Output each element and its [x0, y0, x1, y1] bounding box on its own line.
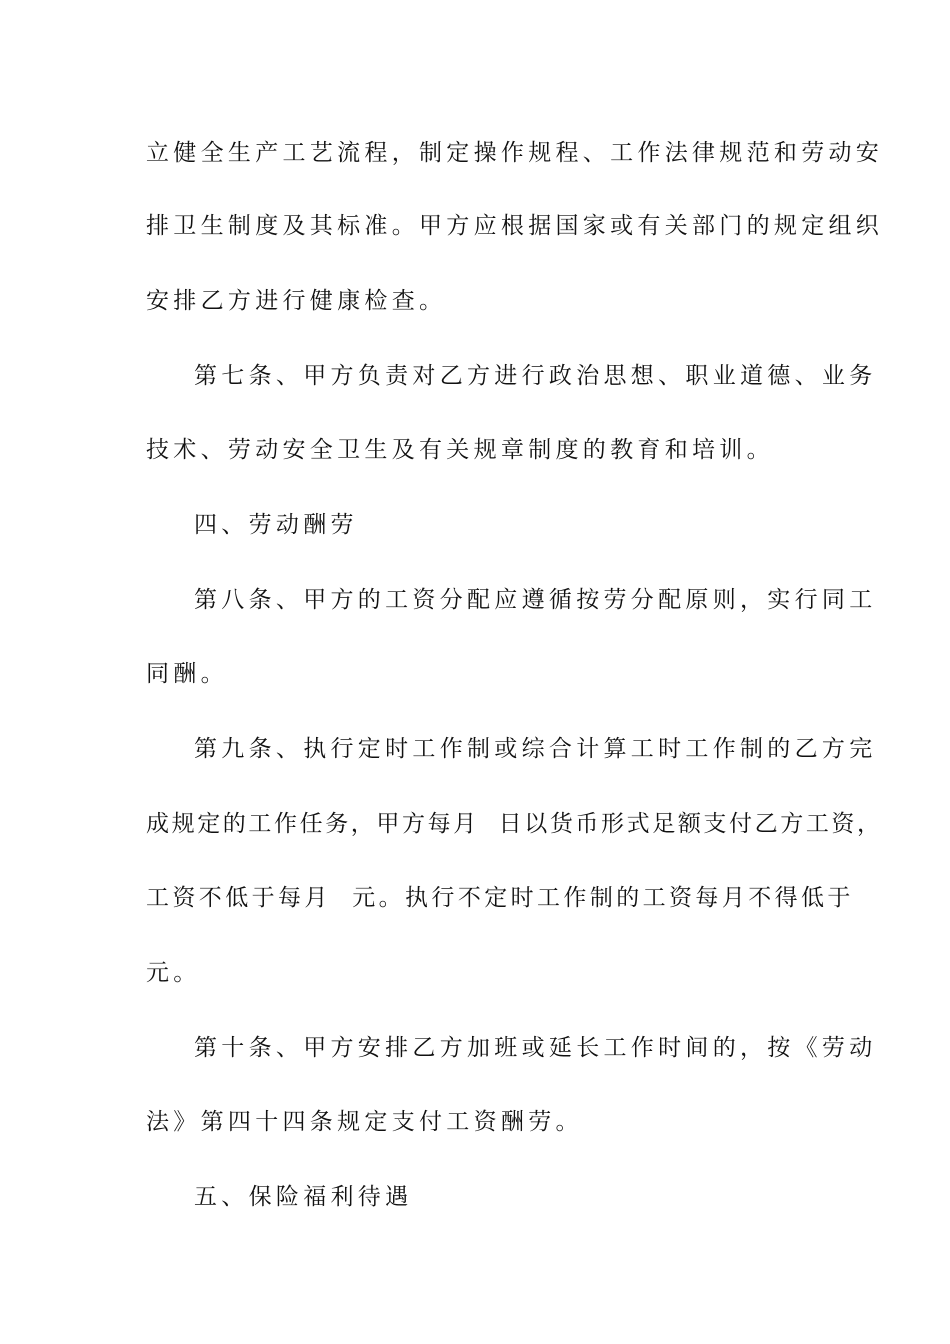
- text-line: 排卫生制度及其标准。甲方应根据国家或有关部门的规定组织: [146, 213, 884, 239]
- section-heading: 五、保险福利待遇: [194, 1184, 413, 1210]
- text-line: 技术、劳动安全卫生及有关规章制度的教育和培训。: [146, 437, 774, 463]
- text-line: 成规定的工作任务，甲方每月 日以货币形式足额支付乙方工资，: [146, 811, 883, 837]
- section-heading: 四、劳动酬劳: [194, 512, 358, 538]
- text-line: 第七条、甲方负责对乙方进行政治思想、职业道德、业务: [194, 363, 877, 389]
- text-line: 法》第四十四条规定支付工资酬劳。: [146, 1109, 583, 1135]
- text-line: 工资不低于每月 元。执行不定时工作制的工资每月不得低于: [146, 885, 854, 911]
- text-line: 第九条、执行定时工作制或综合计算工时工作制的乙方完: [194, 736, 877, 762]
- text-line: 第八条、甲方的工资分配应遵循按劳分配原则，实行同工: [194, 587, 877, 613]
- text-line: 第十条、甲方安排乙方加班或延长工作时间的，按《劳动: [194, 1035, 877, 1061]
- text-line: 立健全生产工艺流程，制定操作规程、工作法律规范和劳动安: [146, 140, 884, 166]
- text-line: 元。: [146, 960, 201, 986]
- text-line: 同酬。: [146, 661, 228, 687]
- text-line: 安排乙方进行健康检查。: [146, 288, 447, 314]
